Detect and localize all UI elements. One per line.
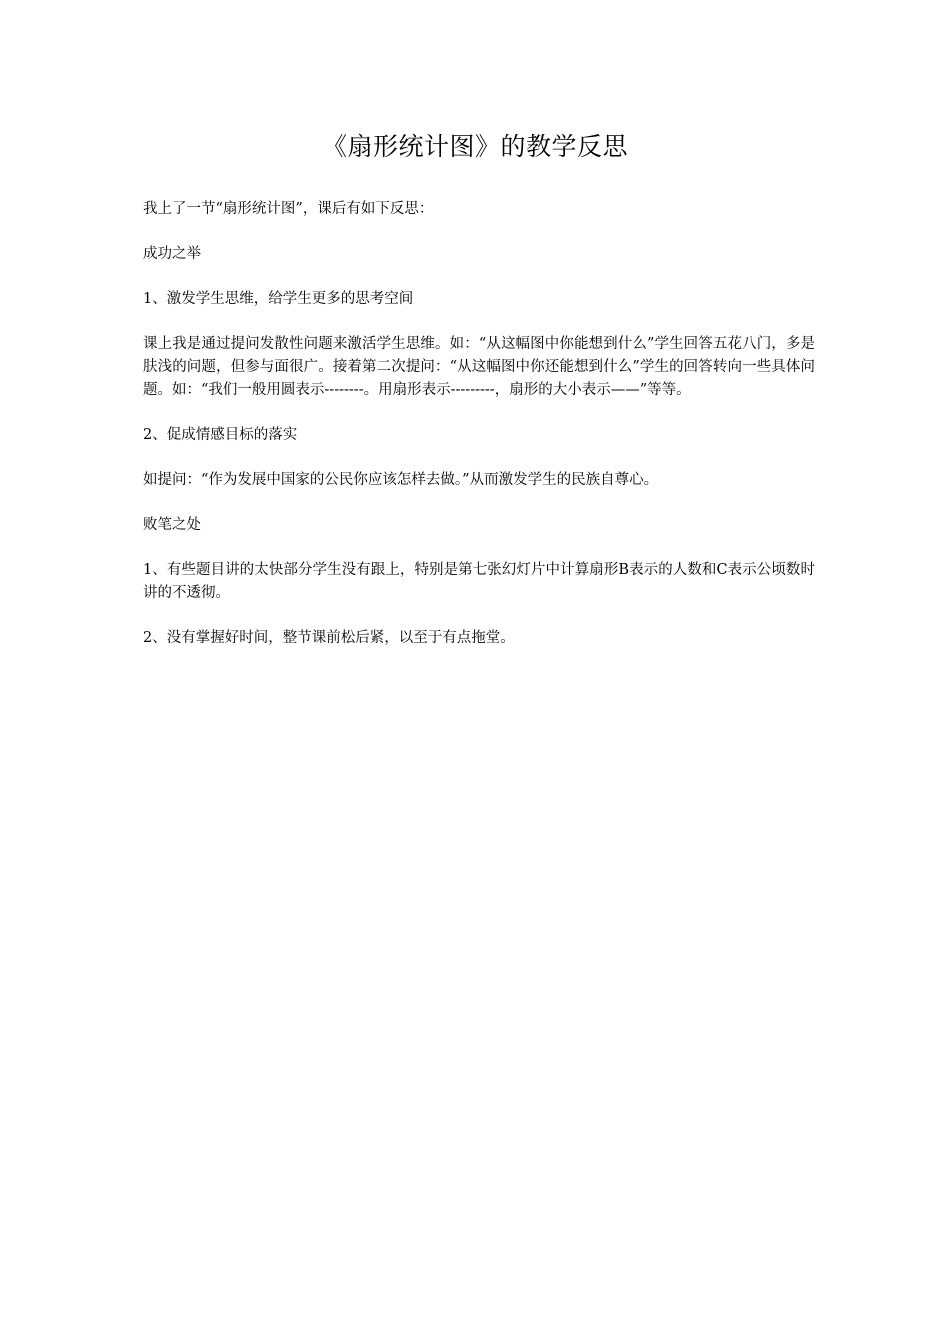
document-title: 《扇形统计图》的教学反思 [321, 132, 628, 161]
success-point-2-heading: 2、促成情感目标的落实 [143, 427, 298, 443]
section-heading-successes: 成功之举 [143, 246, 201, 262]
shortcoming-point-1: 1、有些题目讲的太快部分学生没有跟上，特别是第七张幻灯片中计算扇形B表示的人数和C表示公顷数时讲的不透彻。 [143, 562, 815, 601]
document-body [143, 198, 815, 672]
success-point-1-heading: 1、激发学生思维，给学生更多的思考空间 [143, 291, 414, 307]
success-point-2-text: 如提问：“作为发展中国家的公民你应该怎样去做。”从而激发学生的民族自尊心。 [143, 472, 659, 488]
success-point-1-text: 课上我是通过提问发散性问题来激活学生思维。如：“从这幅图中你能想到什么”学生回答五花八门，多是肤浅的问题，但参与面很广。接着第二次提问：“从这幅图中你还能想到什么”学生的回答转向一些具体问题。如：“我们一般用圆表示--------。用扇形表示---------，扇形的大小表示——”等等。 [143, 336, 815, 398]
shortcoming-point-2: 2、没有掌握好时间，整节课前松后紧，以至于有点拖堂。 [143, 630, 515, 646]
intro-paragraph: 我上了一节“扇形统计图”，课后有如下反思： [143, 201, 434, 217]
section-heading-shortcomings: 败笔之处 [143, 517, 201, 533]
